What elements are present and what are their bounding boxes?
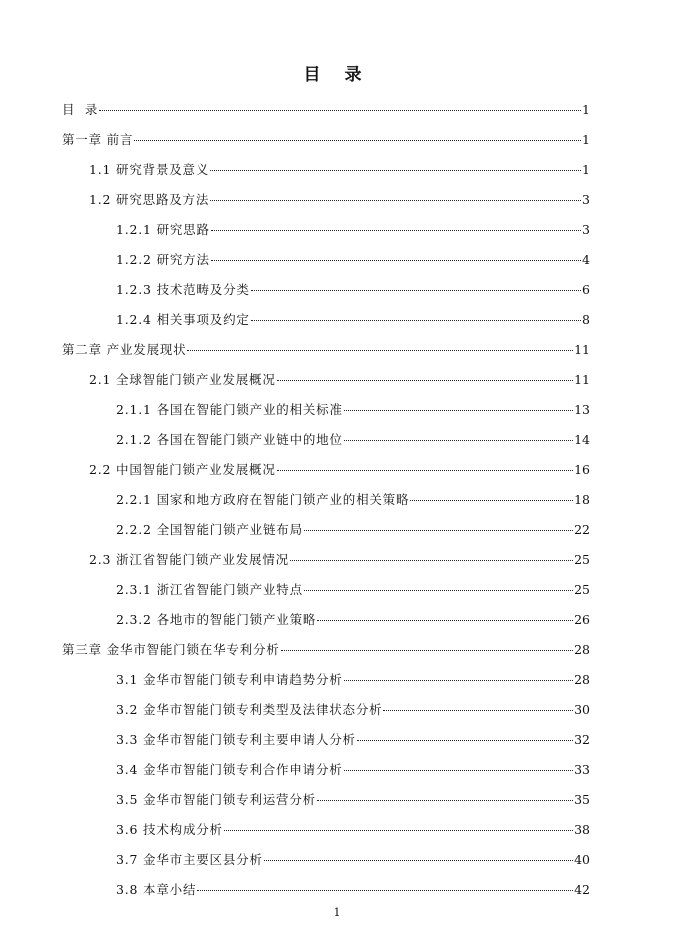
toc-entry[interactable]	[116, 729, 590, 751]
toc-entry[interactable]	[62, 339, 590, 361]
toc-entry[interactable]	[116, 879, 590, 901]
toc-entry[interactable]	[89, 189, 590, 211]
toc-entry-page: 1	[582, 132, 590, 147]
toc-entry[interactable]	[116, 519, 590, 541]
dot-leader	[277, 380, 573, 381]
dot-leader	[317, 800, 573, 801]
toc-entry[interactable]	[89, 549, 590, 571]
toc-entry[interactable]	[62, 129, 590, 151]
toc-entry-page: 18	[574, 492, 590, 507]
dot-leader	[344, 770, 574, 771]
toc-entry-page: 1	[582, 102, 590, 117]
dot-leader	[344, 440, 573, 441]
toc-entry-page: 25	[574, 552, 590, 567]
toc-entry-label: 3.6 技术构成分析	[116, 822, 223, 837]
toc-entry-page: 33	[574, 762, 590, 777]
toc-entry-page: 32	[574, 732, 590, 747]
toc-entry[interactable]	[89, 369, 590, 391]
toc-entry-label: 1.2.3 技术范畴及分类	[116, 282, 250, 297]
dot-leader	[210, 170, 581, 171]
toc-entry[interactable]	[89, 459, 590, 481]
toc-entry-page: 3	[582, 192, 590, 207]
toc-entry-label: 目 录	[62, 102, 99, 117]
toc-entry-label: 2.3.2 各地市的智能门锁产业策略	[116, 612, 317, 627]
toc-entry-label: 3.8 本章小结	[116, 882, 197, 897]
toc-entry-page: 11	[574, 372, 590, 387]
dot-leader	[211, 260, 581, 261]
toc-entry[interactable]	[116, 489, 590, 511]
dot-leader	[277, 470, 573, 471]
toc-entry-page: 28	[574, 672, 590, 687]
toc-entry-label: 1.1 研究背景及意义	[89, 162, 210, 177]
dot-leader	[344, 680, 574, 681]
toc-entry-page: 6	[582, 282, 590, 297]
dot-leader	[344, 410, 573, 411]
toc-entry[interactable]	[116, 219, 590, 241]
toc-entry-label: 2.1.2 各国在智能门锁产业链中的地位	[116, 432, 343, 447]
toc-entry[interactable]	[116, 279, 590, 301]
toc-entry[interactable]	[116, 699, 590, 721]
toc-entry[interactable]	[116, 789, 590, 811]
dot-leader	[210, 200, 581, 201]
toc-entry-page: 13	[574, 402, 590, 417]
toc-entry-label: 2.1 全球智能门锁产业发展概况	[89, 372, 276, 387]
toc-entry-page: 14	[574, 432, 590, 447]
dot-leader	[357, 740, 573, 741]
toc-entry-label: 3.4 金华市智能门锁专利合作申请分析	[116, 762, 343, 777]
toc-entry-label: 2.2.2 全国智能门锁产业链布局	[116, 522, 303, 537]
toc-entry-label: 3.3 金华市智能门锁专利主要申请人分析	[116, 732, 356, 747]
toc-entry[interactable]	[116, 249, 590, 271]
toc-entry[interactable]	[116, 819, 590, 841]
dot-leader	[251, 290, 581, 291]
toc-entry[interactable]	[116, 399, 590, 421]
dot-leader	[187, 350, 573, 351]
toc-entry-label: 第三章 金华市智能门锁在华专利分析	[62, 642, 280, 657]
dot-leader	[224, 830, 573, 831]
toc-entry-page: 11	[574, 342, 590, 357]
toc-entry-label: 1.2.4 相关事项及约定	[116, 312, 250, 327]
toc-entry-page: 35	[574, 792, 590, 807]
dot-leader	[211, 230, 581, 231]
page-number: 1	[333, 906, 341, 919]
toc-entry-page: 28	[574, 642, 590, 657]
dot-leader	[317, 620, 573, 621]
toc-entry-label: 第二章 产业发展现状	[62, 342, 187, 357]
toc-entry-label: 1.2 研究思路及方法	[89, 192, 210, 207]
toc-entry[interactable]	[116, 579, 590, 601]
toc-entry-label: 1.2.1 研究思路	[116, 222, 210, 237]
toc-entry-page: 38	[574, 822, 590, 837]
toc-entry-label: 3.7 金华市主要区县分析	[116, 852, 263, 867]
toc-entry[interactable]	[62, 639, 590, 661]
dot-leader	[383, 710, 573, 711]
toc-entry-label: 第一章 前言	[62, 132, 134, 147]
toc-entry-label: 2.3.1 浙江省智能门锁产业特点	[116, 582, 303, 597]
toc-entry-page: 25	[574, 582, 590, 597]
toc-entry[interactable]	[89, 159, 590, 181]
toc-entry[interactable]	[116, 669, 590, 691]
toc-entry-page: 1	[582, 162, 590, 177]
dot-leader	[281, 650, 574, 651]
toc-entry-label: 2.3 浙江省智能门锁产业发展情况	[89, 552, 289, 567]
toc-entry-page: 26	[574, 612, 590, 627]
toc-entry-page: 30	[574, 702, 590, 717]
toc-entry-page: 16	[574, 462, 590, 477]
toc-entry-page: 8	[582, 312, 590, 327]
toc-entry-page: 42	[574, 882, 590, 897]
toc-entry-label: 2.1.1 各国在智能门锁产业的相关标准	[116, 402, 343, 417]
dot-leader	[410, 500, 573, 501]
toc-entry-label: 3.5 金华市智能门锁专利运营分析	[116, 792, 316, 807]
dot-leader	[264, 860, 573, 861]
toc-entry[interactable]	[116, 849, 590, 871]
toc-entry[interactable]	[116, 609, 590, 631]
dot-leader	[197, 890, 573, 891]
toc-entry-page: 22	[574, 522, 590, 537]
toc-title: 目 录	[303, 65, 371, 85]
toc-entry[interactable]	[116, 759, 590, 781]
toc-entry-page: 3	[582, 222, 590, 237]
dot-leader	[251, 320, 581, 321]
dot-leader	[99, 110, 581, 111]
toc-entry-label: 2.2 中国智能门锁产业发展概况	[89, 462, 276, 477]
toc-entry-label: 1.2.2 研究方法	[116, 252, 210, 267]
toc-entry-page: 40	[574, 852, 590, 867]
dot-leader	[304, 590, 573, 591]
toc-entry[interactable]	[62, 99, 590, 121]
toc-entry[interactable]	[116, 309, 590, 331]
toc-entry-label: 2.2.1 国家和地方政府在智能门锁产业的相关策略	[116, 492, 410, 507]
toc-entry[interactable]	[116, 429, 590, 451]
toc-entry-page: 4	[582, 252, 590, 267]
toc-entry-label: 3.1 金华市智能门锁专利申请趋势分析	[116, 672, 343, 687]
dot-leader	[290, 560, 573, 561]
dot-leader	[304, 530, 573, 531]
dot-leader	[134, 140, 581, 141]
toc-entry-label: 3.2 金华市智能门锁专利类型及法律状态分析	[116, 702, 383, 717]
